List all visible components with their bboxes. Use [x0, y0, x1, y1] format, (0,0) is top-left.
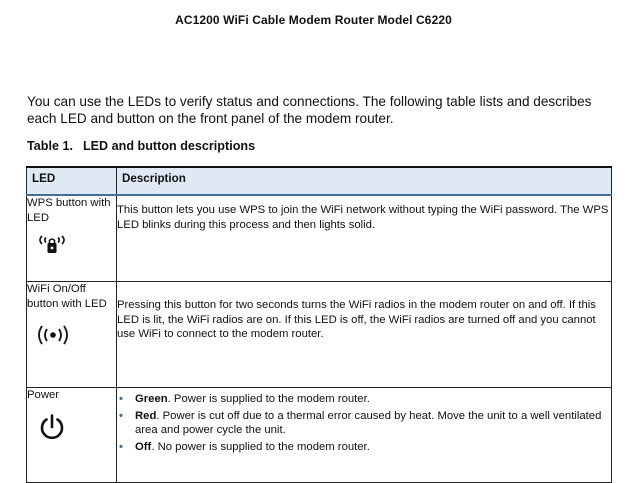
wifi-radio-icon — [35, 321, 75, 351]
status-text-red: . Power is cut off due to a thermal error caused by heat. Move the unit to a well ventilated area and power cycle the unit. — [135, 409, 602, 436]
power-icon — [35, 413, 75, 443]
column-header-led: LED — [27, 167, 117, 195]
bullet-icon: • — [119, 440, 123, 453]
table-row-wps — [27, 195, 612, 282]
status-term-off: Off — [135, 440, 152, 453]
description-cell-wifi: Pressing this button for two seconds turns the WiFi radios in the modem router on and off. If this LED is lit, the WiFi radios are on. If this LED is off, the WiFi radios are turned off and you cannot use WiFi to connect to the modem router. — [117, 282, 612, 388]
description-cell-power — [117, 388, 612, 483]
power-status-list — [117, 392, 611, 454]
led-cell-wifi — [27, 282, 117, 388]
status-text-green: . Power is supplied to the modem router. — [167, 393, 370, 405]
list-item — [117, 409, 611, 438]
status-text-off: . No power is supplied to the modem router. — [151, 440, 370, 453]
description-cell-wps: This button lets you use WPS to join the WiFi network without typing the WiFi password. The WPS LED blinks during this process and then lights solid. — [117, 195, 612, 282]
list-item — [117, 392, 611, 407]
table-row-wifi — [27, 282, 612, 388]
status-term-green: Green — [135, 393, 168, 405]
table-row-power — [27, 388, 612, 483]
led-cell-wps — [27, 195, 117, 282]
led-cell-power — [27, 388, 117, 483]
status-term-red: Red — [135, 409, 157, 422]
document-header-title: AC1200 WiFi Cable Modem Router Model C6220 — [175, 13, 452, 27]
table-caption-number: Table 1. — [27, 139, 73, 153]
led-name-wps: WPS button with LED — [27, 197, 111, 224]
led-name-power: Power — [27, 389, 60, 401]
table-caption-title: LED and button descriptions — [82, 139, 256, 153]
intro-paragraph: You can use the LEDs to verify status and connections. The following table lists and describes each LED and button on the front panel of the modem router. — [27, 94, 592, 126]
table-header-row — [27, 167, 612, 195]
led-name-wifi: WiFi On/Off button with LED — [27, 283, 107, 310]
bullet-icon: • — [119, 409, 123, 422]
led-button-table — [26, 166, 612, 483]
column-header-description: Description — [117, 167, 612, 195]
table-caption — [27, 139, 255, 153]
wps-icon — [35, 233, 75, 263]
bullet-icon: • — [119, 393, 123, 405]
